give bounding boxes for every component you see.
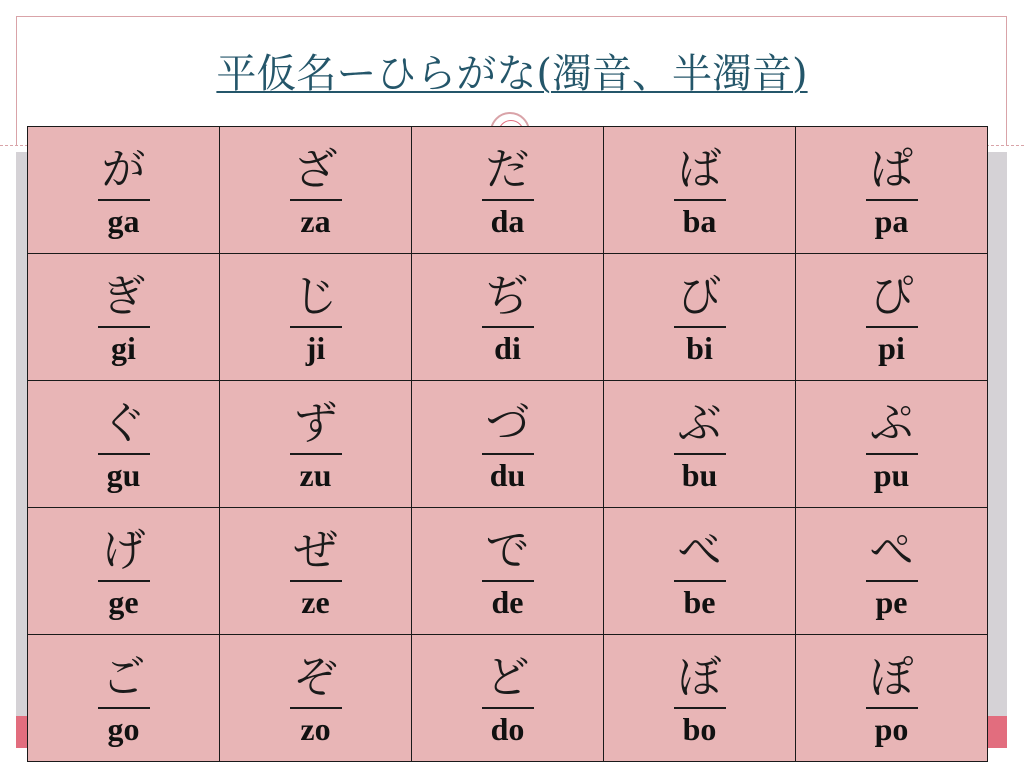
table-row [28, 508, 988, 635]
romaji-label: be [683, 584, 716, 620]
table-row [28, 381, 988, 508]
romaji-label: da [490, 203, 525, 239]
romaji-label: go [107, 711, 140, 747]
romaji-label: do [490, 711, 525, 747]
romaji-label: ze [301, 584, 330, 620]
kana-character: づ [482, 397, 534, 455]
romaji-label: bu [681, 457, 718, 493]
kana-character: ざ [290, 143, 342, 201]
kana-cell [28, 508, 220, 635]
table-row [28, 127, 988, 254]
kana-character: ご [98, 651, 150, 709]
kana-character: だ [482, 143, 534, 201]
kana-cell [604, 254, 796, 381]
kana-cell [796, 508, 988, 635]
kana-character: ず [290, 397, 342, 455]
kana-cell [220, 381, 412, 508]
table-row [28, 254, 988, 381]
kana-character: ど [482, 651, 534, 709]
kana-character: ぜ [290, 524, 342, 582]
kana-cell [220, 127, 412, 254]
romaji-label: gi [111, 330, 136, 366]
kana-cell [28, 254, 220, 381]
kana-cell [412, 127, 604, 254]
romaji-label: ba [682, 203, 717, 239]
kana-character: で [482, 524, 534, 582]
kana-character: ば [674, 143, 726, 201]
kana-character: ぱ [866, 143, 918, 201]
kana-cell [220, 254, 412, 381]
kana-cell [28, 635, 220, 762]
kana-character: び [674, 270, 726, 328]
romaji-label: za [300, 203, 331, 239]
romaji-label: ge [108, 584, 139, 620]
table-row [28, 635, 988, 762]
kana-character: ぺ [866, 524, 918, 582]
kana-cell [412, 254, 604, 381]
kana-cell [220, 508, 412, 635]
romaji-label: du [489, 457, 526, 493]
romaji-label: di [494, 330, 521, 366]
kana-character: が [98, 143, 150, 201]
romaji-label: bi [686, 330, 713, 366]
romaji-label: de [491, 584, 524, 620]
romaji-label: zo [300, 711, 331, 747]
kana-character: ぎ [98, 270, 150, 328]
kana-cell [796, 254, 988, 381]
kana-character: じ [290, 270, 342, 328]
romaji-label: ga [107, 203, 140, 239]
kana-cell [604, 508, 796, 635]
kana-cell [604, 127, 796, 254]
kana-character: べ [674, 524, 726, 582]
kana-character: ぷ [866, 397, 918, 455]
kana-character: ぢ [482, 270, 534, 328]
kana-cell [412, 635, 604, 762]
romaji-label: pi [878, 330, 905, 366]
frame-top-line [16, 16, 1007, 17]
kana-cell [220, 635, 412, 762]
kana-cell [796, 635, 988, 762]
kana-character: ぼ [674, 651, 726, 709]
romaji-label: bo [682, 711, 717, 747]
romaji-label: pe [875, 584, 908, 620]
romaji-label: zu [299, 457, 332, 493]
kana-cell [28, 127, 220, 254]
kana-cell [796, 381, 988, 508]
kana-character: ぴ [866, 270, 918, 328]
kana-character: げ [98, 524, 150, 582]
romaji-label: pa [874, 203, 909, 239]
kana-cell [28, 381, 220, 508]
slide-title: 平仮名ーひらがな(濁音、半濁音) [216, 51, 808, 97]
romaji-label: pu [873, 457, 910, 493]
kana-table [27, 126, 988, 762]
kana-cell [412, 508, 604, 635]
kana-character: ぶ [674, 397, 726, 455]
kana-cell [604, 635, 796, 762]
kana-character: ぐ [98, 397, 150, 455]
kana-character: ぽ [866, 651, 918, 709]
kana-character: ぞ [290, 651, 342, 709]
romaji-label: po [874, 711, 909, 747]
kana-cell [604, 381, 796, 508]
kana-cell [796, 127, 988, 254]
romaji-label: ji [305, 330, 326, 366]
kana-cell [412, 381, 604, 508]
romaji-label: gu [106, 457, 141, 493]
